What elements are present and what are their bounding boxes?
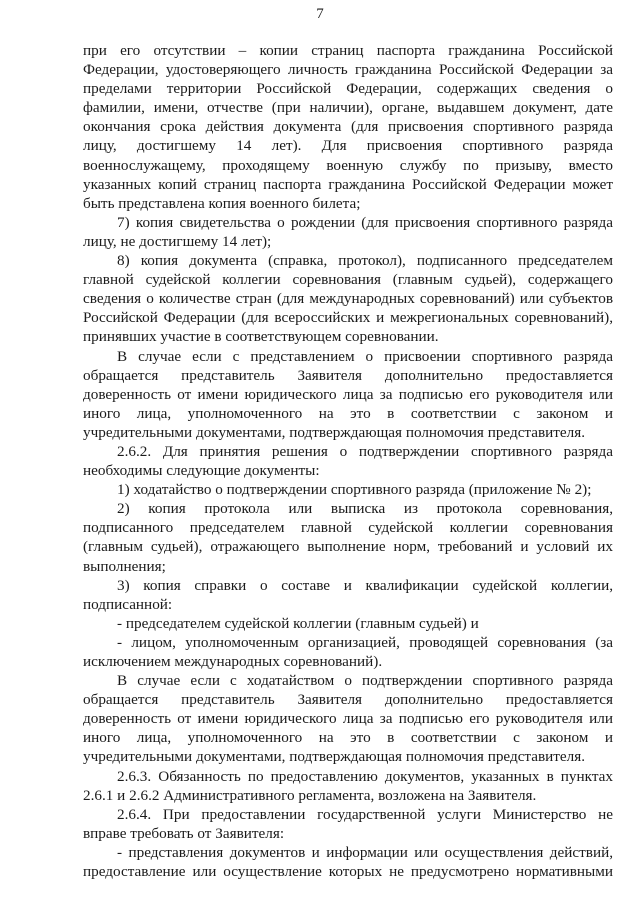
text-line: (главным судьей), отражающего выполнение норм, требований и условий их (83, 538, 613, 556)
document-body (83, 41, 613, 881)
text-line: исключением международных соревнований). (83, 653, 383, 670)
text-line: иного лица, уполномоченного на это в соответствии с законом и (83, 729, 613, 747)
text-line: 2.6.4. При предоставлении государственной услуги Министерство не (117, 805, 613, 823)
text-line: иного лица, уполномоченного на это в соответствии с законом и (83, 404, 613, 422)
text-line: подписанной: (83, 595, 173, 613)
text-line: 1) ходатайство о подтверждении спортивного разряда (приложение № 2); (117, 481, 592, 499)
text-line: В случае если с ходатайством о подтверждении спортивного разряда (117, 672, 613, 690)
text-line: 2) копия протокола или выписка из протокола соревнования, (117, 500, 613, 518)
page-number: 7 (316, 6, 324, 22)
text-line: учредительными документами, подтверждающая полномочия представителя. (83, 423, 586, 441)
text-line: выполнения; (83, 557, 166, 575)
text-line: 3) копия справки о составе и квалификации судейской коллегии, (117, 576, 613, 594)
text-line: 2.6.3. Обязанность по предоставлению документов, указанных в пунктах (117, 767, 613, 785)
text-line: Федерации, удостоверяющего личность гражданина Российской Федерации за (83, 61, 613, 79)
text-line: В случае если с представлением о присвоении спортивного разряда (117, 347, 613, 365)
text-line: - лицом, уполномоченным организацией, проводящей соревнования (за (117, 633, 613, 651)
text-line: 8) копия документа (справка, протокол), подписанного председателем (117, 252, 613, 270)
text-line: предоставление или осуществление которых не предусмотрено нормативными (83, 863, 613, 881)
text-line: окончания срока действия документа (для присвоения спортивного разряда (83, 118, 613, 136)
text-line: военнослужащему, проходящему военную службу по призыву, вместо (83, 156, 613, 174)
text-line: доверенность от имени юридического лица за подписью его руководителя или (83, 710, 613, 728)
text-line: лицу, достигшему 14 лет). Для присвоения спортивного разряда (83, 137, 613, 155)
text-line: вправе требовать от Заявителя: (83, 824, 285, 842)
text-line: 2.6.2. Для принятия решения о подтверждении спортивного разряда (117, 442, 613, 460)
text-line: Российской Федерации (для всероссийских и межрегиональных соревнований), (83, 309, 613, 327)
text-line: указанных копий страниц паспорта гражданина Российской Федерации может (83, 175, 613, 193)
text-line: 2.6.1 и 2.6.2 Административного регламента, возложена на Заявителя. (83, 786, 537, 804)
text-line: - председателем судейской коллегии (главным судьей) и (117, 614, 479, 632)
text-line: принявших участие в соответствующем соревновании. (83, 328, 439, 346)
text-line: необходимы следующие документы: (83, 462, 320, 480)
text-line: доверенность от имени юридического лица за подписью его руководителя или (83, 385, 613, 403)
text-line: учредительными документами, подтверждающая полномочия представителя. (83, 748, 586, 766)
text-line: при его отсутствии – копии страниц паспорта гражданина Российской (83, 42, 613, 59)
text-line: подписанного председателем главной судейской коллегии соревнования (83, 519, 613, 537)
text-line: сведения о количестве стран (для международных соревнований) или субъектов (83, 290, 613, 308)
text-line: 7) копия свидетельства о рождении (для присвоения спортивного разряда (117, 213, 613, 231)
text-line: - представления документов и информации или осуществления действий, (117, 843, 613, 861)
text-line: обращается представитель Заявителя дополнительно предоставляется (83, 366, 613, 384)
text-line: главной судейской коллегии соревнования (главным судьей), содержащего (83, 271, 613, 289)
text-line: фамилии, имени, отчестве (при наличии), органе, выдавшем документ, дате (83, 99, 613, 117)
text-line: обращается представитель Заявителя дополнительно предоставляется (83, 691, 613, 709)
text-line: быть представлена копия военного билета; (83, 194, 361, 212)
text-line: лицу, не достигшему 14 лет); (83, 232, 272, 250)
text-line: пределами территории Российской Федерации, содержащих сведения о (83, 80, 613, 98)
